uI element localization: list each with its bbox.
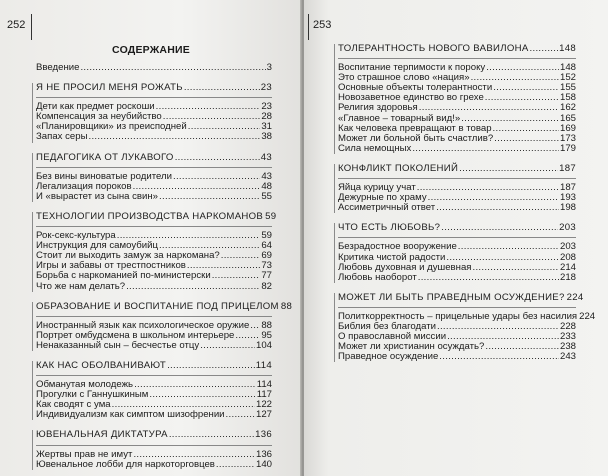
toc-entry: Стоит ли выходить замуж за наркомана? ..... 69 xyxy=(36,251,272,261)
toc-entry: Ненаказанный сын – бесчестье отцу ..... 104 xyxy=(36,341,272,351)
toc-entry: Сила немощных ..... 179 xyxy=(338,144,576,154)
toc-entry: Ювенальное лобби для наркоторговцев ..... 140 xyxy=(36,460,272,470)
toc-entry: «Планировщики» из преисподней ..... 31 xyxy=(36,122,272,132)
toc-entry: Яйца курицу учат ..... 187 xyxy=(338,183,576,193)
toc-section xyxy=(338,291,596,363)
toc-section-heading: Я НЕ ПРОСИЛ МЕНЯ РОЖАТЬ ..... 23 xyxy=(36,83,272,93)
toc-entry: Компенсация за неубийство ..... 28 xyxy=(36,112,272,122)
toc-entry: Борьба с наркоманией по-министерски ..... 77 xyxy=(36,271,272,281)
header-rule-right xyxy=(308,14,309,40)
toc-entry: Инструкция для самоубийц ..... 64 xyxy=(36,241,272,251)
section-rule xyxy=(338,58,576,59)
toc-right xyxy=(338,43,596,372)
toc-section xyxy=(36,153,272,202)
toc-entry: Это страшное слово «нация» ..... 152 xyxy=(338,73,576,83)
toc-entry: Индивидуализм как симптом шизофрении ..... 127 xyxy=(36,410,272,420)
toc-section-heading: ПЕДАГОГИКА ОТ ЛУКАВОГО ..... 43 xyxy=(36,153,272,163)
toc-entry: Портрет омбудсмена в школьном интерьере ..... 95 xyxy=(36,331,272,341)
toc-title: СОДЕРЖАНИЕ xyxy=(112,44,190,56)
toc-entry: Обманутая молодежь ..... 114 xyxy=(36,380,272,390)
page-number-right: 253 xyxy=(313,19,332,31)
toc-entry: Критика чистой радости ..... 208 xyxy=(338,253,576,263)
toc-entry: Жертвы прав не имут ..... 136 xyxy=(36,450,272,460)
toc-entry: Ассиметричный ответ ..... 198 xyxy=(338,203,576,213)
toc-entry: Безрадостное вооружение ..... 203 xyxy=(338,242,576,252)
toc-entry: О православной миссии ..... 233 xyxy=(338,332,576,342)
toc-entry: Любовь наоборот ..... 218 xyxy=(338,273,576,283)
section-rule xyxy=(36,226,272,227)
toc-entry: Новозаветное единство во грехе ..... 158 xyxy=(338,93,576,103)
toc-entry: Легализация пороков ..... 48 xyxy=(36,182,272,192)
left-page xyxy=(0,0,302,476)
toc-entry: Что же нам делать? ..... 82 xyxy=(36,282,272,292)
toc-entry: Как человека превращают в товар ..... 169 xyxy=(338,124,576,134)
section-rule xyxy=(36,167,272,168)
section-rule xyxy=(36,316,272,317)
toc-section-heading: ЮВЕНАЛЬНАЯ ДИКТАТУРА ..... 136 xyxy=(36,430,272,440)
toc-entry: Любовь духовная и душевная ..... 214 xyxy=(338,263,576,273)
toc-intro xyxy=(36,63,272,73)
toc-section xyxy=(338,223,576,282)
toc-entry: И «вырастет из сына свин» ..... 55 xyxy=(36,192,272,202)
section-rule xyxy=(36,375,272,376)
toc-entry: Политкорректность – прицельные удары без насилия 224 xyxy=(338,310,596,322)
section-rule xyxy=(36,97,272,98)
toc-section-heading: КОНФЛИКТ ПОКОЛЕНИЙ ..... 187 xyxy=(338,164,576,174)
toc-section xyxy=(36,430,272,469)
toc-section-heading: ЧТО ЕСТЬ ЛЮБОВЬ? ..... 203 xyxy=(338,223,576,233)
toc-section-heading: ТОЛЕРАНТНОСТЬ НОВОГО ВАВИЛОНА ..... 148 xyxy=(338,44,576,54)
toc-section-heading: КАК НАС ОБОЛВАНИВАЮТ ..... 114 xyxy=(36,361,272,371)
section-rule xyxy=(338,178,576,179)
toc-entry: Запах серы ..... 38 xyxy=(36,132,272,142)
toc-section xyxy=(338,44,576,154)
toc-section xyxy=(36,300,293,351)
toc-entry: Иностранный язык как психологическое оружие ..... 88 xyxy=(36,321,272,331)
toc-entry: Дети как предмет роскоши ..... 23 xyxy=(36,102,272,112)
header-rule-left xyxy=(31,14,32,40)
toc-section xyxy=(36,361,272,420)
toc-entry: Игры и забавы от трестпостников ..... 73 xyxy=(36,261,272,271)
section-rule xyxy=(36,445,272,446)
toc-section-heading: ТЕХНОЛОГИИ ПРОИЗВОДСТВА НАРКОМАНОВ 59 xyxy=(36,210,277,222)
toc-entry: Дежурные по храму ..... 193 xyxy=(338,193,576,203)
toc-section xyxy=(36,210,277,292)
toc-entry: «Главное – товарный вид!» ..... 165 xyxy=(338,114,576,124)
toc-section xyxy=(36,83,272,142)
toc-section-heading: МОЖЕТ ЛИ БЫТЬ ПРАВЕДНЫМ ОСУЖДЕНИЕ? 224 xyxy=(338,291,584,303)
toc-entry: Может ли больной быть счастлив? ..... 173 xyxy=(338,134,576,144)
toc-section xyxy=(338,164,576,213)
toc-entry: Религия здоровья ..... 162 xyxy=(338,103,576,113)
toc-entry: Библия без благодати ..... 228 xyxy=(338,322,576,332)
toc-entry: Как сводят с ума ..... 122 xyxy=(36,400,272,410)
toc-entry: Без вины виноватые родители ..... 43 xyxy=(36,172,272,182)
section-rule xyxy=(338,237,576,238)
toc-entry: Рок-секс-культура ..... 59 xyxy=(36,231,272,241)
right-page xyxy=(304,0,608,476)
toc-entry: Воспитание терпимости к пороку ..... 148 xyxy=(338,63,576,73)
toc-section-heading: ОБРАЗОВАНИЕ И ВОСПИТАНИЕ ПОД ПРИЦЕЛОМ 88 xyxy=(36,300,293,312)
toc-entry: Может ли христианин осуждать? ..... 238 xyxy=(338,342,576,352)
section-rule xyxy=(338,307,576,308)
toc-entry: Праведное осуждение ..... 243 xyxy=(338,352,576,362)
page-number-left: 252 xyxy=(7,19,26,31)
toc-entry: Основные объекты толерантности ..... 155 xyxy=(338,83,576,93)
toc-entry: Прогулки с Ганнушкиным ..... 117 xyxy=(36,390,272,400)
toc-left xyxy=(36,62,293,476)
toc-entry: Введение ..... 3 xyxy=(36,63,272,73)
